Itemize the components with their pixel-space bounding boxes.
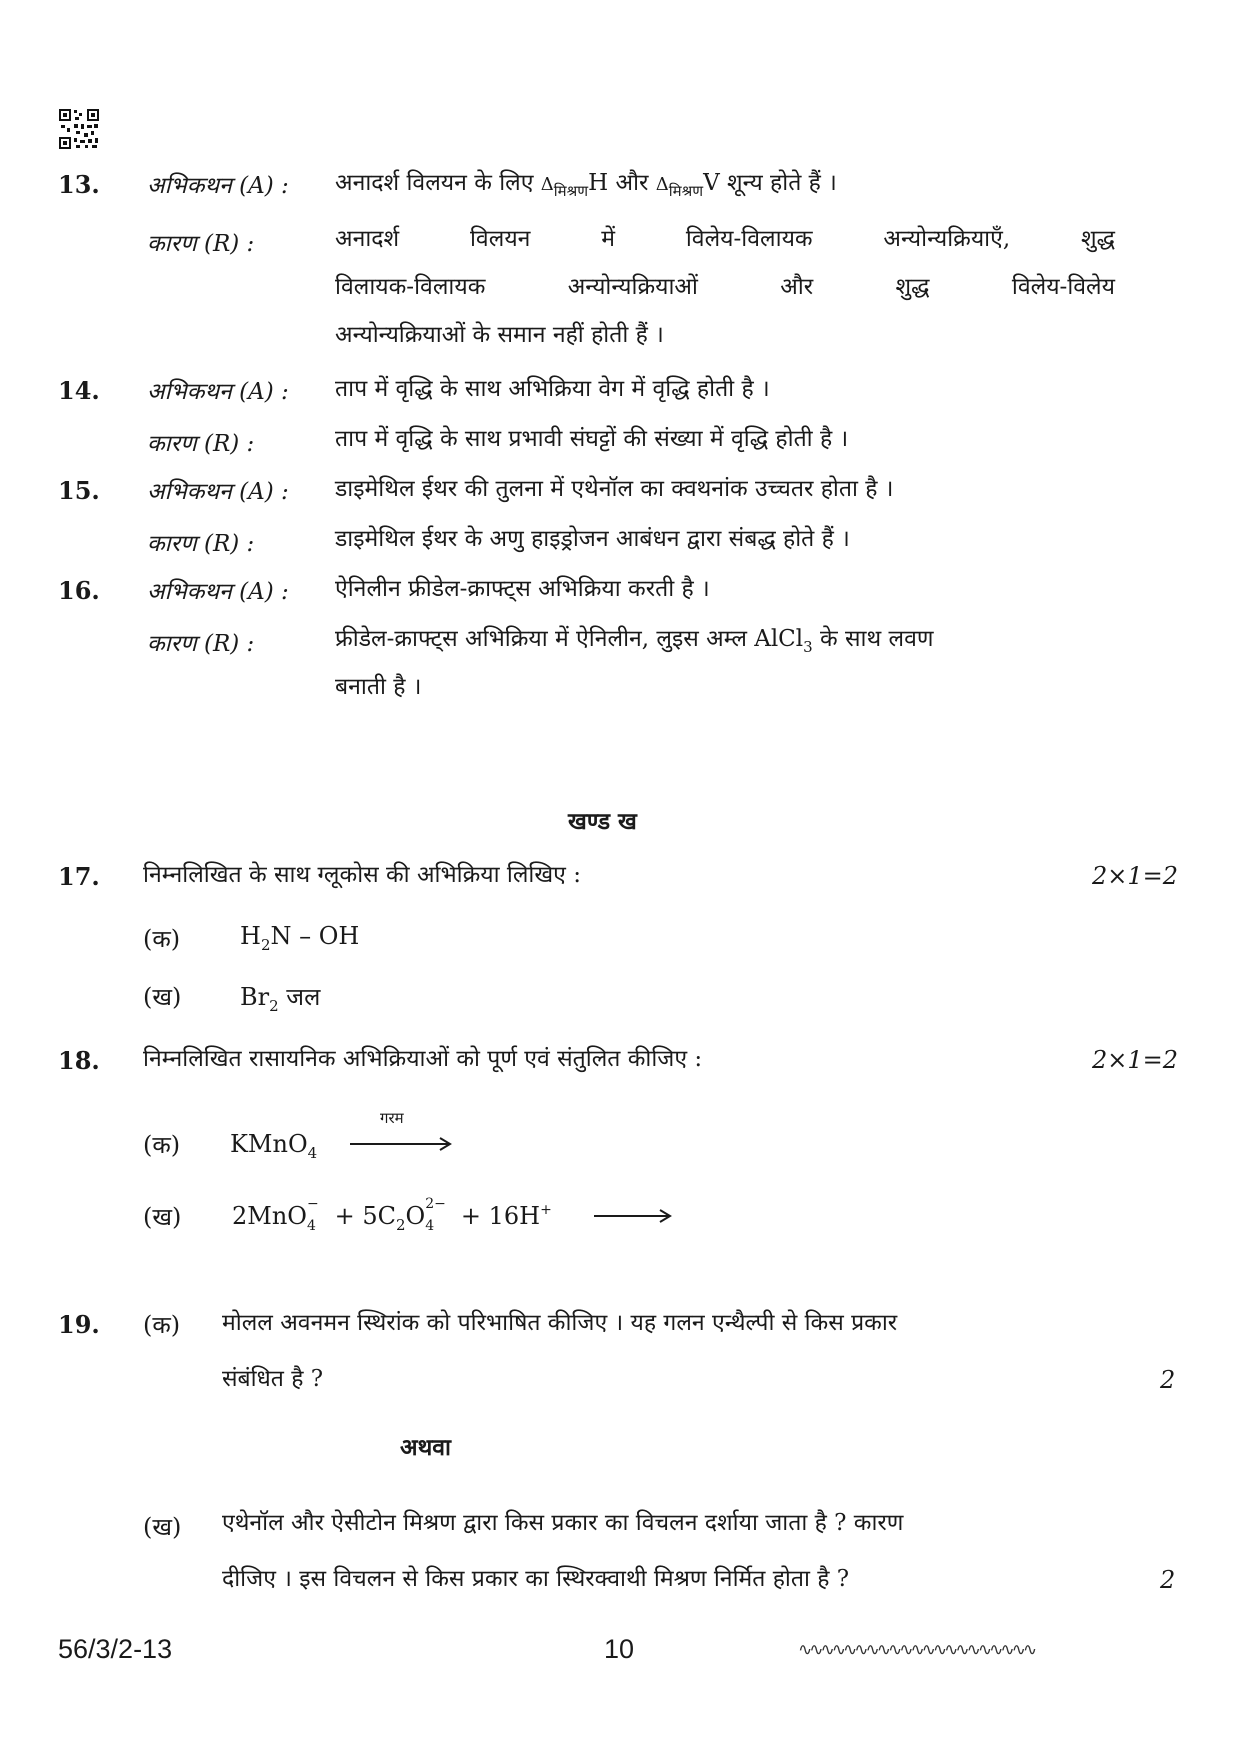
assertion-text: डाइमेथिल ईथर की तुलना में एथेनॉल का क्वथनांक उच्चतर होता है । — [335, 476, 894, 502]
reason-text: ताप में वृद्धि के साथ प्रभावी संघट्टों की संख्या में वृद्धि होती है । — [335, 426, 849, 452]
reason-text-line: अन्योन्यक्रियाओं के समान नहीं होती हैं । — [335, 322, 664, 348]
reaction-arrow-icon — [594, 1208, 674, 1224]
reaction-arrow-icon — [350, 1136, 454, 1152]
assertion-text: ऐनिलीन फ्रीडेल-क्राफ्ट्स अभिक्रिया करती है । — [335, 576, 710, 602]
reason-text-line: विलायक-विलायक अन्योन्यक्रियाओं और शुद्ध विलेय-विलेय — [335, 274, 1115, 300]
option-label: (ख) — [143, 1203, 182, 1231]
option-label: (क) — [143, 1311, 181, 1339]
reason-label: कारण (R) : — [147, 231, 255, 257]
arrow-condition-label: गरम — [380, 1109, 404, 1127]
wavy-line: ∿∿∿∿∿∿∿∿∿∿∿∿∿∿∿∿∿∿∿∿∿ — [798, 1640, 1035, 1660]
paper-code: 56/3/2-13 — [58, 1634, 173, 1664]
assertion-label: अभिकथन (A) : — [147, 579, 289, 605]
question-number: 13. — [58, 170, 100, 199]
question-number: 14. — [58, 376, 100, 405]
marks: 2 — [1160, 1566, 1176, 1594]
option-formula: $Br_2$ जल — [240, 983, 321, 1015]
question-text-line: मोलल अवनमन स्थिरांक को परिभाषित कीजिए । यह गलन एन्थैल्पी से किस प्रकार — [222, 1310, 898, 1336]
assertion-text: अनादर्श विलयन के लिए $\Delta_{मिश्रण}H$ और $\Delta_{मिश्रण}V$ शून्य होते हैं । — [335, 170, 837, 200]
option-label: (ख) — [143, 1513, 182, 1541]
reason-label: कारण (R) : — [147, 631, 255, 657]
option-label: (क) — [143, 925, 181, 953]
option-label: (क) — [143, 1131, 181, 1159]
assertion-label: अभिकथन (A) : — [147, 379, 289, 405]
option-label: (ख) — [143, 983, 182, 1011]
page-number: 10 — [604, 1634, 635, 1664]
reason-text-line: अनादर्श विलयन में विलेय-विलायक अन्योन्यक्रियाएँ, शुद्ध — [335, 226, 1115, 252]
qr-code-icon — [58, 108, 100, 150]
question-number: 16. — [58, 576, 100, 605]
question-number: 18. — [58, 1046, 100, 1075]
reason-text-line: फ्रीडेल-क्राफ्ट्स अभिक्रिया में ऐनिलीन, लुइस अम्ल AlCl$_3$ के साथ लवण — [335, 626, 934, 656]
question-text-line: संबंधित है ? — [222, 1366, 324, 1392]
question-number: 15. — [58, 476, 100, 505]
question-number: 19. — [58, 1310, 100, 1339]
reason-text: डाइमेथिल ईथर के अणु हाइड्रोजन आबंधन द्वारा संबद्ध होते हैं । — [335, 526, 850, 552]
marks: 2×1=2 — [1092, 862, 1179, 890]
or-separator: अथवा — [400, 1435, 452, 1461]
reason-text-line: बनाती है । — [335, 674, 422, 700]
question-text: निम्नलिखित के साथ ग्लूकोस की अभिक्रिया लिखिए : — [143, 862, 581, 888]
assertion-text: ताप में वृद्धि के साथ अभिक्रिया वेग में वृद्धि होती है । — [335, 376, 770, 402]
question-text: निम्नलिखित रासायनिक अभिक्रियाओं को पूर्ण एवं संतुलित कीजिए : — [143, 1046, 703, 1072]
option-formula: KMnO$_4$ — [230, 1130, 318, 1162]
assertion-label: अभिकथन (A) : — [147, 479, 289, 505]
assertion-label: अभिकथन (A) : — [147, 173, 289, 199]
reason-label: कारण (R) : — [147, 431, 255, 457]
section-heading: खण्ड ख — [568, 809, 637, 835]
question-text-line: एथेनॉल और ऐसीटोन मिश्रण द्वारा किस प्रकार का विचलन दर्शाया जाता है ? कारण — [222, 1510, 904, 1536]
marks: 2×1=2 — [1092, 1046, 1179, 1074]
marks: 2 — [1160, 1366, 1176, 1394]
option-formula: 2MnO − 4 + $5C_2O$ 2− 4 + 16H+ — [232, 1195, 552, 1234]
question-text-line: दीजिए । इस विचलन से किस प्रकार का स्थिरक्वाथी मिश्रण निर्मित होता है ? — [222, 1566, 850, 1592]
reason-label: कारण (R) : — [147, 531, 255, 557]
question-number: 17. — [58, 862, 100, 891]
option-formula: $H_2N$ – OH — [240, 922, 360, 954]
